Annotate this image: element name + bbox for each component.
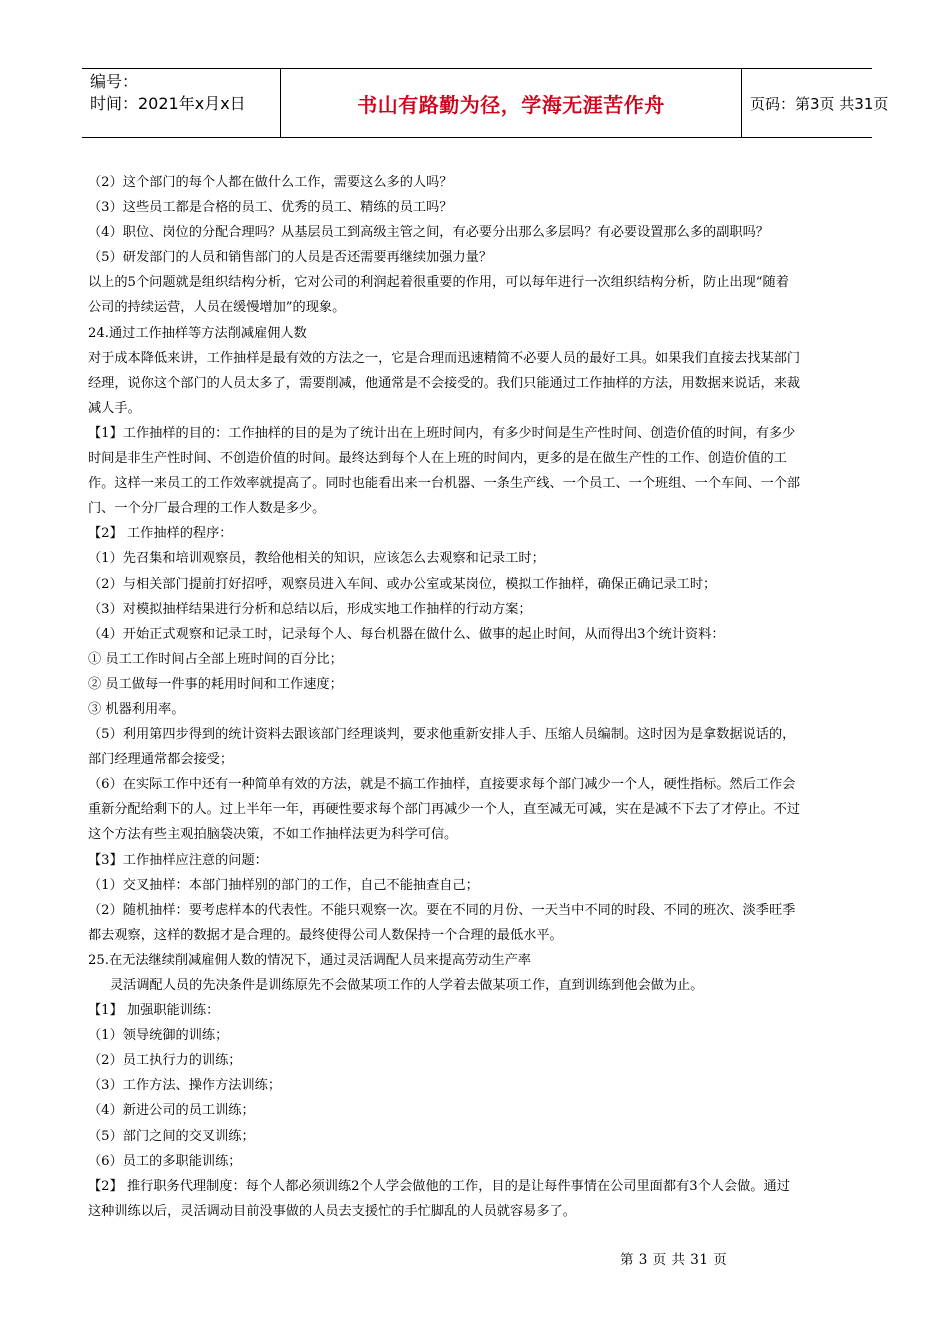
text-line: （2）与相关部门提前打好招呼，观察员进入车间、或办公室或某岗位，模拟工作抽样，确保正确记录工时； (88, 576, 717, 592)
text-line: （1）先召集和培训观察员，教给他相关的知识，应该怎么去观察和记录工时； (88, 551, 545, 567)
text-line: （5）部门之间的交叉训练； (88, 1128, 255, 1144)
text-line: （2）这个部门的每个人都在做什么工作，需要这么多的人吗？ (88, 175, 453, 190)
text-line: （3）工作方法、操作方法训练； (88, 1078, 282, 1094)
text-line: 经理，说你这个部门的人员太多了，需要削减，他通常是不会接受的。我们只能通过工作抽样的方法，用数据来说话，来裁 (88, 375, 801, 391)
section-heading: 25.在无法继续削减雇佣人数的情况下，通过灵活调配人员来提高劳动生产率 (88, 952, 531, 968)
document-body (88, 170, 870, 1224)
page-footer: 第 3 页 共 31 页 (620, 1252, 728, 1268)
text-line: 【1】工作抽样的目的：工作抽样的目的是为了统计出在上班时间内，有多少时间是生产性时间、创造价值的时间，有多少 (88, 425, 796, 441)
header-motto-cell (280, 69, 742, 137)
text-line: （4）开始正式观察和记录工时，记录每个人、每台机器在做什么、做事的起止时间，从而得出3个统计资料： (88, 626, 725, 642)
text-line: 都去观察，这样的数据才是合理的。最终使得公司人数保持一个合理的最低水平。 (88, 927, 563, 943)
text-line: ③ 机器利用率。 (88, 701, 185, 717)
text-line: （6）在实际工作中还有一种简单有效的方法，就是不搞工作抽样，直接要求每个部门减少一个人，硬性指标。然后工作会 (88, 777, 796, 793)
subsection-heading: 【2】 工作抽样的程序： (88, 526, 233, 542)
subsection-heading: 【3】工作抽样应注意的问题： (88, 852, 268, 868)
text-line: 公司的持续运营，人员在缓慢增加”的现象。 (88, 300, 346, 316)
text-line: （1）交叉抽样：本部门抽样别的部门的工作，自己不能抽查自己； (88, 877, 479, 893)
text-line: 对于成本降低来讲，工作抽样是最有效的方法之一，它是合理而迅速精简不必要人员的最好工具。如果我们直接去找某部门 (88, 350, 801, 366)
text-line: ① 员工工作时间占全部上班时间的百分比； (88, 651, 343, 667)
text-line: （6）员工的多职能训练； (88, 1153, 242, 1169)
text-line: （4）新进公司的员工训练； (88, 1103, 255, 1119)
section-heading: 24.通过工作抽样等方法削减雇佣人数 (88, 325, 307, 341)
text-line: 灵活调配人员的先决条件是训练原先不会做某项工作的人学着去做某项工作，直到训练到他会做为止。 (110, 978, 704, 993)
time-label: 时间：2021年x月x日 (90, 94, 246, 113)
text-line: （4）职位、岗位的分配合理吗？从基层员工到高级主管之间，有必要分出那么多层吗？有必要设置那么多的副职吗？ (88, 225, 769, 241)
text-line: 以上的5个问题就是组织结构分析，它对公司的利润起着很重要的作用，可以每年进行一次组织结构分析，防止出现“随着 (88, 275, 789, 291)
text-line: 这个方法有些主观拍脑袋决策，不如工作抽样法更为科学可信。 (88, 827, 458, 843)
text-line: 门、一个分厂最合理的工作人数是多少。 (88, 501, 326, 517)
motto: 书山有路勤为径，学海无涯苦作舟 (357, 92, 665, 117)
subsection-heading: 【1】 加强职能训练： (88, 1003, 220, 1019)
text-line: ② 员工做每一件事的耗用时间和工作速度； (88, 676, 343, 692)
text-line: （3）对模拟抽样结果进行分析和总结以后，形成实地工作抽样的行动方案； (88, 601, 532, 617)
text-line: 作。这样一来员工的工作效率就提高了。同时也能看出来一台机器、一条生产线、一个员工、一个班组、一个车间、一个部 (88, 476, 801, 492)
text-line: （2）随机抽样：要考虑样本的代表性。不能只观察一次。要在不同的月份、一天当中不同的时段、不同的班次、淡季旺季 (88, 902, 796, 918)
page-info: 页码：第3页 共31页 (750, 94, 889, 113)
text-line: （3）这些员工都是合格的员工、优秀的员工、精练的员工吗？ (88, 200, 453, 216)
page-header (82, 68, 889, 138)
text-line: 时间是非生产性时间、不创造价值的时间。最终达到每个人在上班的时间内，更多的是在做生产性的工作、创造价值的工 (88, 451, 787, 467)
text-line: 部门经理通常都会接受； (88, 752, 234, 768)
header-meta (82, 69, 280, 139)
text-line: （5）利用第四步得到的统计资料去跟该部门经理谈判，要求他重新安排人手、压缩人员编制。这时因为是拿数据说话的， (88, 727, 796, 743)
text-line: （5）研发部门的人员和销售部门的人员是否还需要再继续加强力量？ (88, 250, 493, 266)
text-line: 减人手。 (88, 400, 141, 416)
text-line: 重新分配给剩下的人。过上半年一年，再硬性要求每个部门再减少一个人，直至减无可减，实在是减不下去了才停止。不过 (88, 802, 801, 818)
serial-label: 编号： (90, 72, 139, 91)
text-line: （2）员工执行力的训练； (88, 1053, 242, 1069)
text-line: 这种训练以后，灵活调动目前没事做的人员去支援忙的手忙脚乱的人员就容易多了。 (88, 1203, 576, 1219)
text-line: （1）领导统御的训练； (88, 1028, 229, 1044)
text-line: 【2】 推行职务代理制度：每个人都必须训练2个人学会做他的工作，目的是让每件事情在公司里面都有3个人会做。通过 (88, 1178, 790, 1194)
